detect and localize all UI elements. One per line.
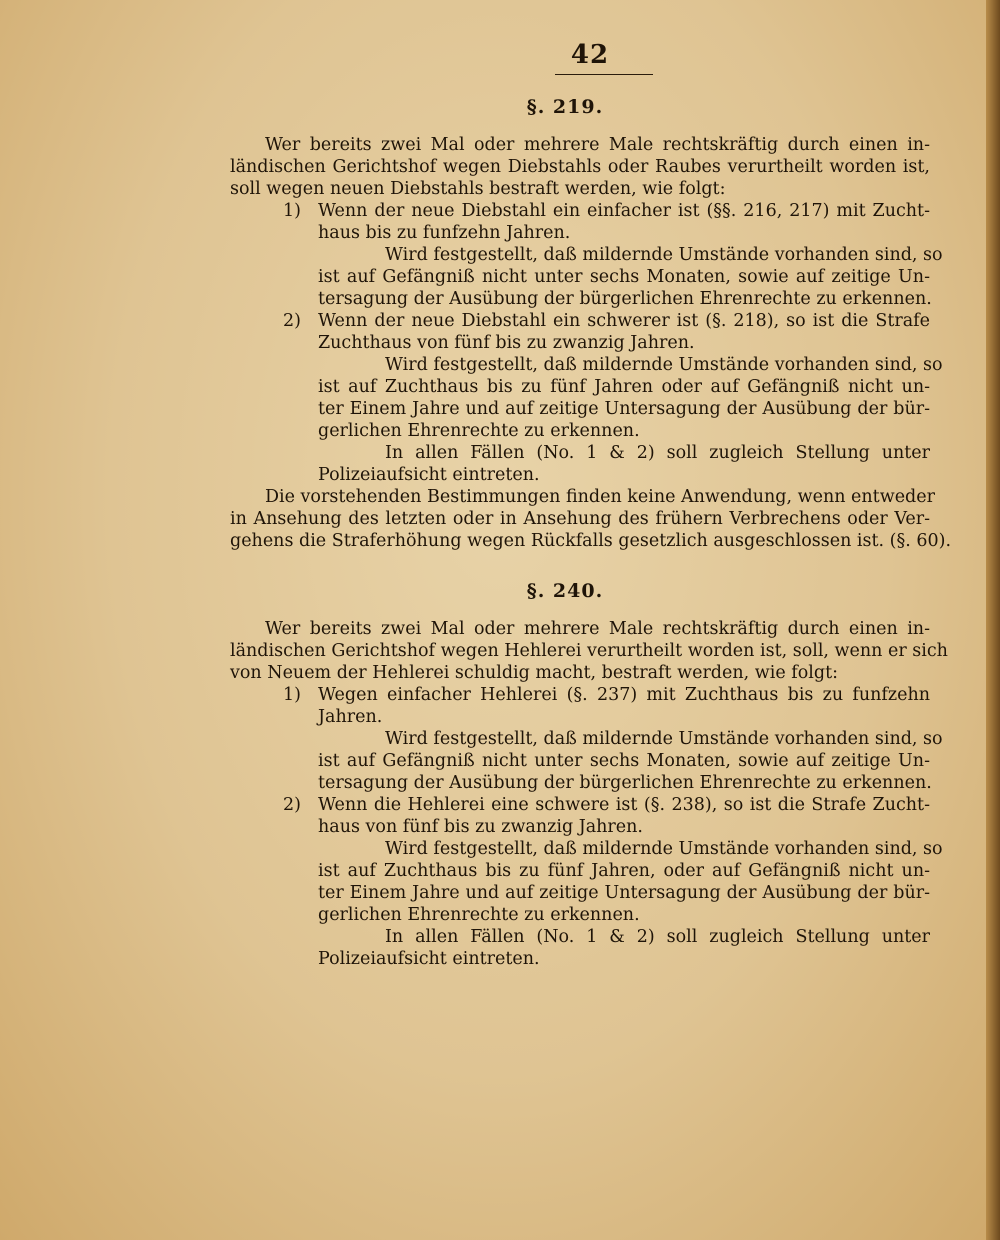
list-number: 2) (283, 795, 301, 815)
text-line: Wenn der neue Diebstahl ein schwerer ist (§. 218), so ist die Strafe (318, 311, 930, 331)
text-line: Zuchthaus von fünf bis zu zwanzig Jahren. (318, 333, 695, 353)
text-line: soll wegen neuen Diebstahls bestraft werden, wie folgt: (230, 179, 726, 199)
list-number: 2) (283, 311, 301, 331)
text-line: gerlichen Ehrenrechte zu erkennen. (318, 421, 640, 441)
text-line: Wird festgestellt, daß mildernde Umstände vorhanden sind, so (385, 729, 943, 749)
text-line: tersagung der Ausübung der bürgerlichen Ehrenrechte zu erkennen. (318, 289, 932, 309)
text-line: ist auf Zuchthaus bis zu fünf Jahren oder auf Gefängniß nicht un- (318, 377, 930, 397)
text-line: ist auf Zuchthaus bis zu fünf Jahren, oder auf Gefängniß nicht un- (318, 861, 930, 881)
page-edge (986, 0, 1000, 1240)
section-heading: §. 240. (526, 580, 604, 602)
text-line: ter Einem Jahre und auf zeitige Untersagung der Ausübung der bür- (318, 883, 930, 903)
page-number: 42 (570, 40, 610, 70)
text-line: haus von fünf bis zu zwanzig Jahren. (318, 817, 643, 837)
text-line: ländischen Gerichtshof wegen Diebstahls oder Raubes verurtheilt worden ist, (230, 157, 930, 177)
text-line: Jahren. (318, 707, 383, 727)
text-line: Polizeiaufsicht eintreten. (318, 465, 540, 485)
text-line: Wer bereits zwei Mal oder mehrere Male rechtskräftig durch einen in- (265, 135, 930, 155)
text-line: Die vorstehenden Bestimmungen finden keine Anwendung, wenn entweder (265, 487, 935, 507)
text-line: in Ansehung des letzten oder in Ansehung des frühern Verbrechens oder Ver- (230, 509, 930, 529)
text-line: ist auf Gefängniß nicht unter sechs Monaten, sowie auf zeitige Un- (318, 751, 930, 771)
header-rule (555, 74, 653, 75)
text-line: Wenn der neue Diebstahl ein einfacher ist (§§. 216, 217) mit Zucht- (318, 201, 930, 221)
text-line: Wegen einfacher Hehlerei (§. 237) mit Zuchthaus bis zu funfzehn (318, 685, 930, 705)
text-line: ist auf Gefängniß nicht unter sechs Monaten, sowie auf zeitige Un- (318, 267, 930, 287)
list-number: 1) (283, 685, 301, 705)
text-line: ländischen Gerichtshof wegen Hehlerei verurtheilt worden ist, soll, wenn er sich (230, 641, 948, 661)
list-number: 1) (283, 201, 301, 221)
text-line: Wird festgestellt, daß mildernde Umstände vorhanden sind, so (385, 245, 943, 265)
text-line: tersagung der Ausübung der bürgerlichen Ehrenrechte zu erkennen. (318, 773, 932, 793)
text-line: Wird festgestellt, daß mildernde Umstände vorhanden sind, so (385, 839, 943, 859)
text-line: In allen Fällen (No. 1 & 2) soll zugleich Stellung unter (385, 927, 930, 947)
text-line: gerlichen Ehrenrechte zu erkennen. (318, 905, 640, 925)
text-line: von Neuem der Hehlerei schuldig macht, bestraft werden, wie folgt: (230, 663, 838, 683)
text-line: Polizeiaufsicht eintreten. (318, 949, 540, 969)
text-line: Wird festgestellt, daß mildernde Umstände vorhanden sind, so (385, 355, 943, 375)
text-line: Wenn die Hehlerei eine schwere ist (§. 238), so ist die Strafe Zucht- (318, 795, 930, 815)
text-line: In allen Fällen (No. 1 & 2) soll zugleich Stellung unter (385, 443, 930, 463)
section-heading: §. 219. (526, 96, 604, 118)
text-line: ter Einem Jahre und auf zeitige Untersagung der Ausübung der bür- (318, 399, 930, 419)
text-line: Wer bereits zwei Mal oder mehrere Male rechtskräftig durch einen in- (265, 619, 930, 639)
text-line: gehens die Straferhöhung wegen Rückfalls gesetzlich ausgeschlossen ist. (§. 60). (230, 531, 952, 551)
text-line: haus bis zu funfzehn Jahren. (318, 223, 571, 243)
